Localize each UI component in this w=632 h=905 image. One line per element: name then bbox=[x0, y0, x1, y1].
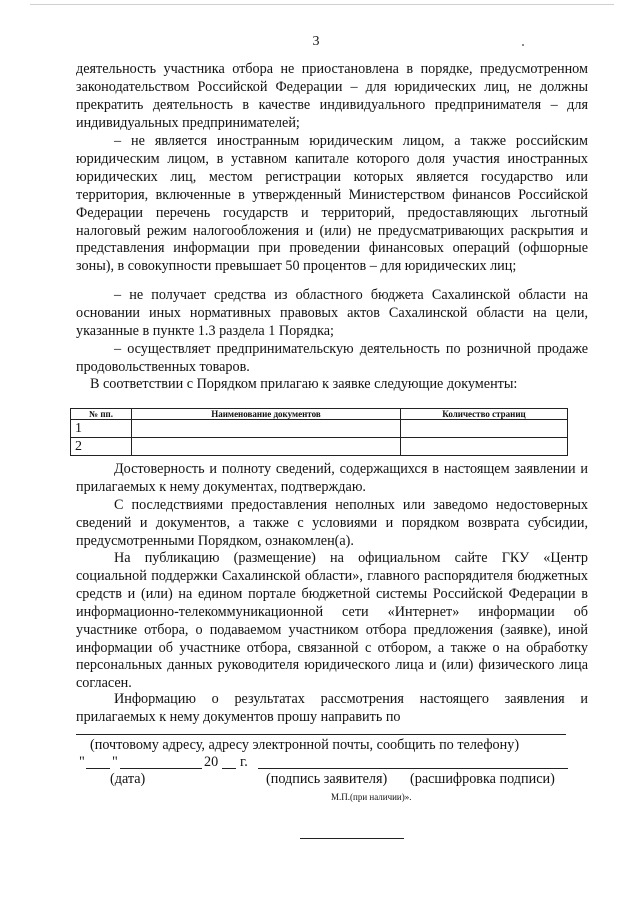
table-header-row bbox=[71, 409, 568, 420]
stamp-note: М.П.(при наличии)». bbox=[331, 792, 412, 802]
date-year-prefix: 20 bbox=[204, 754, 219, 770]
paragraph-confirm-accuracy: Достоверность и полноту сведений, содержащихся в настоящем заявлении и прилагаемых к нему документах, подтверждаю. bbox=[76, 461, 588, 495]
table-cell-page-count bbox=[401, 438, 568, 456]
table-cell-page-count bbox=[401, 420, 568, 438]
date-day-line bbox=[86, 768, 110, 769]
paragraph-results-delivery: Информацию о результатах рассмотрения настоящего заявления и прилагаемых к нему документов прошу направить по bbox=[76, 691, 588, 725]
table-header-document-name: Наименование документов bbox=[132, 409, 401, 420]
date-quote-close: " bbox=[112, 754, 118, 770]
table-row bbox=[71, 438, 568, 456]
table-row bbox=[71, 420, 568, 438]
scan-speck bbox=[522, 44, 524, 46]
paragraph-attached-documents-intro: В соответствии с Порядком прилагаю к заявке следующие документы: bbox=[90, 376, 518, 392]
paragraph-no-regional-budget-funds: – не получает средства из областного бюджета Сахалинской области на основании иных нормативных правовых актов Сахалинской области на цели, указанные в пункте 1.3 раздела 1 Порядка; bbox=[76, 287, 588, 339]
date-year-suffix: г. bbox=[240, 754, 248, 770]
date-caption: (дата) bbox=[110, 771, 146, 787]
contact-method-caption: (почтовому адресу, адресу электронной почты, сообщить по телефону) bbox=[90, 737, 520, 753]
paragraph-not-foreign-entity: – не является иностранным юридическим лицом, а также российским юридическим лицом, в уставном капитале которого доля участия иностранных юридических лиц, местом регистрации которых является государство или территория, включенные в утвержденный Министерством финансов Российской Федерации перечень государств и территорий, предоставляющих льготный налоговый режим налогообложения и (или) не предусматривающих раскрытия и представления информации при проведении финансовых операций (офшорные зоны), в совокупности превышает 50 процентов – для юридических лиц; bbox=[76, 133, 588, 275]
paragraph-acknowledged-consequences: С последствиями предоставления неполных или заведомо недостоверных сведений и документов, а также с условиями и порядком возврата субсидии, предусмотренными Порядком, ознакомлен(а). bbox=[76, 497, 588, 549]
paragraph-publication-consent: На публикацию (размещение) на официальном сайте ГКУ «Центр социальной поддержки Сахалинской области», главного распорядителя бюджетных средств и (или) на едином портале бюджетной системы Российской Федерации в информационно-телекоммуникационной сети «Интернет» информации об участнике отбора, о подаваемом участником отбора предложения (заявке), иной информации об участнике отбора, связанной с отбором, а также о на обработку персональных данных руководителя юридического лица и (или) физического лица согласен. bbox=[76, 550, 588, 692]
contact-method-line bbox=[76, 734, 566, 735]
table-cell-document-name bbox=[132, 420, 401, 438]
paragraph-activity-not-suspended: деятельность участника отбора не приостановлена в порядке, предусмотренном законодательством Российской Федерации – для юридических лиц, не должны прекратить деятельность в качестве индивидуального предпринимателя – для индивидуальных предпринимателей; bbox=[76, 61, 588, 131]
page-number: 3 bbox=[312, 34, 320, 49]
table-header-page-count: Количество страниц bbox=[401, 409, 568, 420]
table-header-number: № пп. bbox=[71, 409, 132, 420]
signature-decode-caption: (расшифровка подписи) bbox=[410, 771, 555, 787]
paragraph-retail-food-trade: – осуществляет предпринимательскую деятельность по розничной продаже продовольственных товаров. bbox=[76, 341, 588, 375]
signature-line bbox=[258, 768, 568, 769]
date-month-line bbox=[120, 768, 202, 769]
scan-top-line bbox=[30, 4, 614, 5]
date-quote-open: " bbox=[79, 754, 85, 770]
date-year-line bbox=[222, 768, 236, 769]
table-cell-number: 2 bbox=[71, 438, 132, 456]
table-cell-document-name bbox=[132, 438, 401, 456]
table-cell-number: 1 bbox=[71, 420, 132, 438]
documents-table bbox=[70, 408, 568, 456]
footer-separator-line bbox=[300, 838, 404, 839]
signature-caption: (подпись заявителя) bbox=[266, 771, 388, 787]
